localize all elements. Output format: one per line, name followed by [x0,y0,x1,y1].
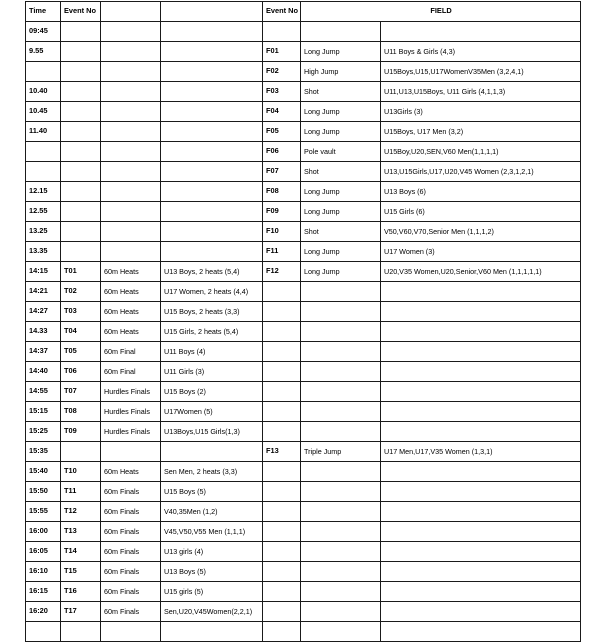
cell-field-event-no[interactable] [263,622,301,642]
cell-time[interactable]: 14:21 [26,282,61,302]
cell-field-event-no[interactable] [263,302,301,322]
cell-field-detail[interactable] [381,602,581,622]
cell-time[interactable]: 15:25 [26,422,61,442]
cell-time[interactable]: 15:55 [26,502,61,522]
cell-track-event[interactable]: Hurdles Finals [101,382,161,402]
cell-field-event-no[interactable] [263,542,301,562]
cell-track-event[interactable]: 60m Finals [101,582,161,602]
cell-field-detail[interactable] [381,282,581,302]
table-row [26,322,581,342]
cell-field-event[interactable] [301,302,381,322]
cell-field-event-no[interactable] [263,22,301,42]
cell-field-detail[interactable] [381,362,581,382]
cell-track-event[interactable]: 60m Final [101,362,161,382]
cell-field-detail[interactable]: U15Boys,U15,U17WomenV35Men (3,2,4,1) [381,62,581,82]
cell-track-event-no[interactable] [61,62,101,82]
cell-track-event[interactable] [101,22,161,42]
cell-field-event[interactable] [301,582,381,602]
cell-track-event[interactable]: 60m Finals [101,602,161,622]
table-row [26,302,581,322]
cell-track-event[interactable]: 60m Final [101,342,161,362]
table-row [26,342,581,362]
table-row [26,562,581,582]
cell-track-event[interactable]: Hurdles Finals [101,422,161,442]
schedule-table-body [26,2,581,642]
cell-field-detail[interactable] [381,502,581,522]
cell-field-event[interactable] [301,422,381,442]
cell-field-event[interactable]: Long Jump [301,202,381,222]
cell-track-detail[interactable]: U17Women (5) [161,402,263,422]
cell-track-event-no[interactable] [61,182,101,202]
header-track-detail [161,2,263,22]
cell-track-detail[interactable] [161,182,263,202]
cell-field-event-no[interactable]: F09 [263,202,301,222]
table-row [26,382,581,402]
cell-field-detail[interactable] [381,562,581,582]
cell-track-event-no[interactable]: T10 [61,462,101,482]
cell-time[interactable]: 13.25 [26,222,61,242]
cell-time[interactable]: 15:50 [26,482,61,502]
cell-field-event-no[interactable]: F04 [263,102,301,122]
cell-field-event[interactable]: Pole vault [301,142,381,162]
cell-field-event[interactable]: Long Jump [301,262,381,282]
cell-field-event-no[interactable] [263,522,301,542]
cell-field-event-no[interactable] [263,502,301,522]
cell-track-event-no[interactable]: T01 [61,262,101,282]
cell-field-event[interactable] [301,502,381,522]
cell-field-event[interactable]: Long Jump [301,242,381,262]
cell-field-detail[interactable] [381,322,581,342]
cell-track-event-no[interactable] [61,202,101,222]
cell-field-detail[interactable]: U17 Men,U17,V35 Women (1,3,1) [381,442,581,462]
header-track-event-no: Event No [61,2,101,22]
cell-field-event[interactable] [301,622,381,642]
cell-field-event-no[interactable]: F10 [263,222,301,242]
cell-track-event-no[interactable]: T15 [61,562,101,582]
table-row [26,462,581,482]
table-row [26,502,581,522]
cell-track-event[interactable] [101,82,161,102]
cell-field-detail[interactable]: U11,U13,U15Boys, U11 Girls (4,1,1,3) [381,82,581,102]
cell-track-detail[interactable]: V40,35Men (1,2) [161,502,263,522]
table-row [26,602,581,622]
cell-track-event[interactable] [101,62,161,82]
table-row [26,402,581,422]
cell-field-detail[interactable]: U13 Boys (6) [381,182,581,202]
cell-track-event-no[interactable]: T04 [61,322,101,342]
cell-time[interactable]: 10.45 [26,102,61,122]
cell-field-event[interactable]: Long Jump [301,102,381,122]
cell-track-detail[interactable]: U15 Boys, 2 heats (3,3) [161,302,263,322]
cell-field-detail[interactable]: U17 Women (3) [381,242,581,262]
cell-field-detail[interactable] [381,382,581,402]
cell-field-event[interactable] [301,382,381,402]
cell-time[interactable]: 14:15 [26,262,61,282]
cell-field-event-no[interactable]: F13 [263,442,301,462]
cell-field-event-no[interactable]: F12 [263,262,301,282]
cell-field-event-no[interactable]: F07 [263,162,301,182]
cell-field-detail[interactable] [381,482,581,502]
cell-track-event-no[interactable] [61,162,101,182]
cell-time[interactable]: 15:15 [26,402,61,422]
cell-field-event[interactable] [301,342,381,362]
table-row [26,122,581,142]
cell-field-event[interactable]: Long Jump [301,122,381,142]
cell-time[interactable]: 16:20 [26,602,61,622]
cell-track-event-no[interactable]: T08 [61,402,101,422]
cell-track-event[interactable]: 60m Heats [101,282,161,302]
cell-track-event[interactable] [101,222,161,242]
cell-track-detail[interactable] [161,622,263,642]
cell-field-event-no[interactable] [263,562,301,582]
cell-field-event-no[interactable]: F11 [263,242,301,262]
cell-track-detail[interactable] [161,242,263,262]
cell-track-detail[interactable]: Sen,U20,V45Women(2,2,1) [161,602,263,622]
cell-field-event[interactable] [301,322,381,342]
cell-track-detail[interactable] [161,162,263,182]
header-field-event-no: Event No [263,2,301,22]
cell-track-event[interactable] [101,202,161,222]
cell-track-event[interactable] [101,442,161,462]
cell-track-detail[interactable]: U13 Boys, 2 heats (5,4) [161,262,263,282]
table-row [26,522,581,542]
cell-time[interactable]: 12.15 [26,182,61,202]
cell-field-event[interactable]: Long Jump [301,182,381,202]
cell-time[interactable]: 9.55 [26,42,61,62]
cell-track-event[interactable]: 60m Heats [101,302,161,322]
table-row [26,442,581,462]
cell-field-detail[interactable] [381,422,581,442]
cell-field-event-no[interactable] [263,582,301,602]
cell-time[interactable]: 10.40 [26,82,61,102]
table-header-row [26,2,581,22]
cell-track-event-no[interactable] [61,102,101,122]
cell-track-event[interactable] [101,242,161,262]
cell-time[interactable]: 15:35 [26,442,61,462]
cell-field-detail[interactable]: U13Girls (3) [381,102,581,122]
cell-track-event-no[interactable]: T05 [61,342,101,362]
cell-field-event-no[interactable] [263,282,301,302]
table-row [26,222,581,242]
cell-track-event-no[interactable] [61,222,101,242]
cell-track-event[interactable] [101,142,161,162]
table-row [26,102,581,122]
table-row [26,362,581,382]
schedule-table [25,1,581,642]
cell-track-event-no[interactable]: T02 [61,282,101,302]
cell-track-event[interactable]: 60m Heats [101,462,161,482]
cell-field-event-no[interactable] [263,362,301,382]
cell-field-event-no[interactable] [263,602,301,622]
cell-field-detail[interactable] [381,522,581,542]
cell-track-event[interactable]: 60m Finals [101,482,161,502]
cell-track-event[interactable]: Hurdles Finals [101,402,161,422]
cell-field-event[interactable]: Long Jump [301,42,381,62]
cell-track-event-no[interactable] [61,22,101,42]
cell-field-detail[interactable] [381,622,581,642]
header-field: FIELD [301,2,581,22]
cell-time[interactable] [26,162,61,182]
cell-track-event[interactable] [101,102,161,122]
cell-time[interactable]: 16:05 [26,542,61,562]
cell-field-event-no[interactable] [263,402,301,422]
table-row [26,582,581,602]
cell-field-event[interactable] [301,522,381,542]
cell-time[interactable]: 12.55 [26,202,61,222]
table-row [26,82,581,102]
cell-field-event[interactable] [301,402,381,422]
cell-track-event-no[interactable] [61,622,101,642]
cell-field-detail[interactable] [381,22,581,42]
cell-time[interactable]: 14:27 [26,302,61,322]
cell-field-detail[interactable]: U20,V35 Women,U20,Senior,V60 Men (1,1,1,1,1) [381,262,581,282]
cell-track-event-no[interactable]: T11 [61,482,101,502]
table-row [26,242,581,262]
cell-track-event-no[interactable]: T16 [61,582,101,602]
cell-track-event-no[interactable]: T14 [61,542,101,562]
cell-time[interactable] [26,142,61,162]
cell-track-detail[interactable]: V45,V50,V55 Men (1,1,1) [161,522,263,542]
cell-field-detail[interactable] [381,402,581,422]
cell-track-event[interactable]: 60m Heats [101,322,161,342]
header-track-event [101,2,161,22]
cell-field-detail[interactable] [381,542,581,562]
cell-track-detail[interactable]: U15 girls (5) [161,582,263,602]
cell-field-detail[interactable]: U15Boys, U17 Men (3,2) [381,122,581,142]
cell-field-detail[interactable]: U15Boy,U20,SEN,V60 Men(1,1,1,1) [381,142,581,162]
cell-field-event[interactable] [301,482,381,502]
cell-field-event[interactable]: High Jump [301,62,381,82]
cell-field-event[interactable]: Triple Jump [301,442,381,462]
table-row [26,162,581,182]
cell-track-detail[interactable] [161,42,263,62]
cell-time[interactable]: 14:55 [26,382,61,402]
cell-track-event-no[interactable] [61,142,101,162]
cell-track-event[interactable]: 60m Finals [101,542,161,562]
cell-track-detail[interactable] [161,222,263,242]
table-row [26,62,581,82]
cell-field-event-no[interactable]: F03 [263,82,301,102]
cell-time[interactable]: 14.33 [26,322,61,342]
cell-field-event[interactable] [301,562,381,582]
cell-time[interactable] [26,62,61,82]
cell-field-detail[interactable]: V50,V60,V70,Senior Men (1,1,1,2) [381,222,581,242]
cell-track-event[interactable]: 60m Finals [101,562,161,582]
cell-field-event-no[interactable]: F02 [263,62,301,82]
cell-field-detail[interactable] [381,302,581,322]
cell-field-event[interactable] [301,462,381,482]
cell-track-event-no[interactable] [61,442,101,462]
cell-track-detail[interactable] [161,62,263,82]
cell-field-event-no[interactable] [263,342,301,362]
header-time: Time [26,2,61,22]
cell-track-detail[interactable]: U11 Girls (3) [161,362,263,382]
cell-track-event[interactable] [101,182,161,202]
cell-track-event-no[interactable] [61,242,101,262]
cell-field-event-no[interactable]: F05 [263,122,301,142]
table-row [26,622,581,642]
table-row [26,422,581,442]
table-row [26,182,581,202]
cell-track-event-no[interactable]: T07 [61,382,101,402]
cell-field-event-no[interactable] [263,482,301,502]
table-row [26,42,581,62]
cell-time[interactable] [26,622,61,642]
cell-track-event-no[interactable]: T17 [61,602,101,622]
cell-track-detail[interactable]: U15 Boys (2) [161,382,263,402]
cell-track-event-no[interactable]: T06 [61,362,101,382]
cell-field-event[interactable] [301,282,381,302]
cell-track-event-no[interactable]: T09 [61,422,101,442]
cell-time[interactable]: 16:15 [26,582,61,602]
cell-track-detail[interactable] [161,202,263,222]
cell-field-event-no[interactable]: F08 [263,182,301,202]
cell-track-event[interactable]: 60m Heats [101,262,161,282]
cell-field-detail[interactable] [381,342,581,362]
table-row [26,262,581,282]
cell-track-event-no[interactable]: T13 [61,522,101,542]
cell-track-event[interactable] [101,622,161,642]
cell-field-event[interactable]: Shot [301,82,381,102]
cell-track-detail[interactable] [161,82,263,102]
cell-field-event-no[interactable] [263,462,301,482]
cell-field-event-no[interactable]: F06 [263,142,301,162]
cell-time[interactable]: 13.35 [26,242,61,262]
cell-track-event[interactable] [101,162,161,182]
cell-field-event-no[interactable] [263,382,301,402]
cell-field-event[interactable] [301,602,381,622]
cell-field-event[interactable] [301,362,381,382]
cell-field-detail[interactable]: U15 Girls (6) [381,202,581,222]
cell-track-detail[interactable]: U13 Boys (5) [161,562,263,582]
cell-time[interactable]: 09:45 [26,22,61,42]
cell-field-event-no[interactable]: F01 [263,42,301,62]
table-row [26,542,581,562]
cell-field-event[interactable] [301,542,381,562]
cell-track-detail[interactable] [161,122,263,142]
cell-field-detail[interactable] [381,462,581,482]
cell-track-event[interactable]: 60m Finals [101,502,161,522]
cell-track-event-no[interactable]: T03 [61,302,101,322]
cell-field-event-no[interactable] [263,422,301,442]
table-row [26,202,581,222]
table-row [26,22,581,42]
cell-track-detail[interactable] [161,442,263,462]
cell-track-detail[interactable]: U17 Women, 2 heats (4,4) [161,282,263,302]
cell-field-event[interactable] [301,22,381,42]
cell-track-detail[interactable]: Sen Men, 2 heats (3,3) [161,462,263,482]
cell-field-detail[interactable]: U11 Boys & Girls (4,3) [381,42,581,62]
cell-time[interactable]: 14:37 [26,342,61,362]
cell-time[interactable]: 11.40 [26,122,61,142]
cell-track-event[interactable] [101,122,161,142]
cell-track-event[interactable]: 60m Finals [101,522,161,542]
cell-time[interactable]: 16:10 [26,562,61,582]
cell-field-detail[interactable] [381,582,581,602]
cell-time[interactable]: 14:40 [26,362,61,382]
cell-field-event-no[interactable] [263,322,301,342]
cell-track-detail[interactable]: U15 Girls, 2 heats (5,4) [161,322,263,342]
cell-track-event-no[interactable] [61,122,101,142]
cell-track-detail[interactable]: U13 girls (4) [161,542,263,562]
cell-track-event[interactable] [101,42,161,62]
cell-track-event-no[interactable]: T12 [61,502,101,522]
cell-time[interactable]: 15:40 [26,462,61,482]
table-row [26,142,581,162]
cell-track-detail[interactable]: U11 Boys (4) [161,342,263,362]
cell-track-event-no[interactable] [61,42,101,62]
cell-track-detail[interactable]: U15 Boys (5) [161,482,263,502]
cell-track-detail[interactable] [161,22,263,42]
cell-track-detail[interactable]: U13Boys,U15 Girls(1,3) [161,422,263,442]
cell-track-event-no[interactable] [61,82,101,102]
table-row [26,482,581,502]
cell-track-detail[interactable] [161,102,263,122]
cell-field-detail[interactable]: U13,U15Girls,U17,U20,V45 Women (2,3,1,2,1) [381,162,581,182]
cell-field-event[interactable]: Shot [301,222,381,242]
cell-time[interactable]: 16:00 [26,522,61,542]
cell-field-event[interactable]: Shot [301,162,381,182]
cell-track-detail[interactable] [161,142,263,162]
table-row [26,282,581,302]
